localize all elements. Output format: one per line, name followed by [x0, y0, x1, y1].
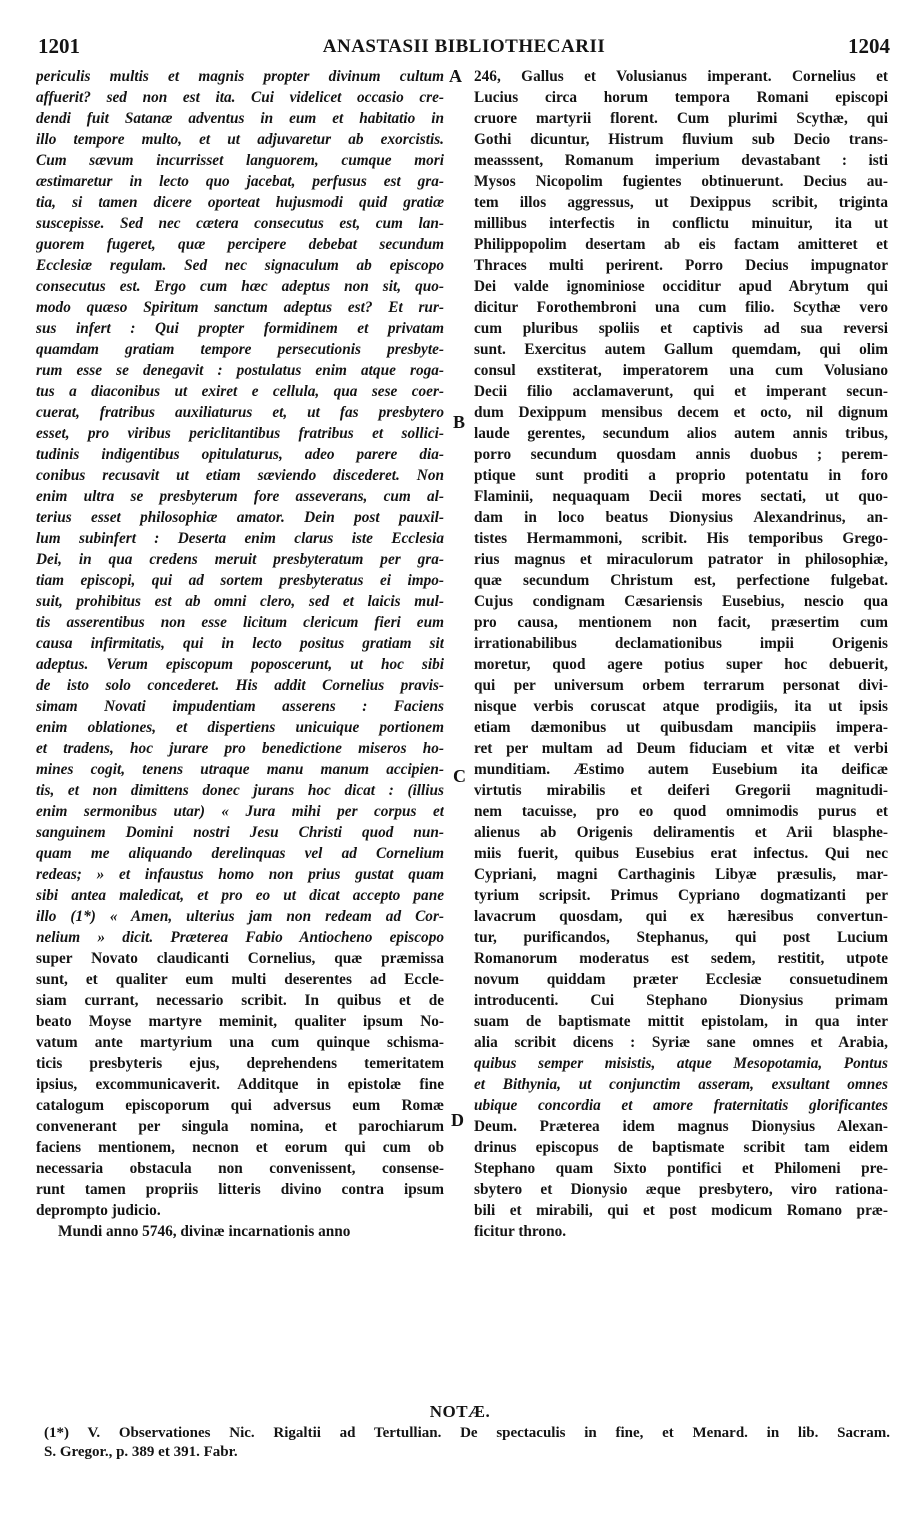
text-line: measssent, Romanum imperium devastabant : isti [474, 152, 888, 169]
text-line: tyrium scripsit. Primus Cypriano dogmatizanti per [474, 887, 888, 904]
margin-marker-b: B [453, 412, 466, 432]
text-line: æstimaretur in lecto quo jacebat, perfusus est gra- [36, 173, 444, 190]
text-line: qui per universum orbem terrarum personat divi- [474, 677, 888, 694]
text-line: quibus semper misistis, atque Mesopotamia, Pontus [474, 1055, 888, 1072]
text-line: Cum sævum incurrisset languorem, cumque mori [36, 152, 444, 169]
text-line: Romanorum moderatus est sedem, restitit, utpote [474, 950, 888, 967]
text-line: enim ultra se presbyterum fore asseverans, cum al- [36, 488, 444, 505]
text-line: cruore martyrii florent. Cum plurimi Scythæ, qui [474, 110, 888, 127]
page-number-left: 1201 [38, 34, 80, 58]
text-line: suam de baptismate mittit epistolam, in qua inter [474, 1013, 888, 1030]
text-line: drinus episcopus de baptismate scribit tam eidem [474, 1139, 888, 1156]
text-line: tiam episcopi, qui ad sortem presbyteratus ei impo- [36, 572, 444, 589]
page-number-right: 1204 [848, 34, 890, 58]
text-line: faciens mentionem, necnon et eorum qui cum ob [36, 1139, 444, 1156]
text-line: cuerat, fratribus auxiliaturus et, ut fas presbytero [36, 404, 444, 421]
text-line: enim sermonibus utar) « Jura mihi per corpus et [36, 803, 444, 820]
text-line: illo (1*) « Amen, ulterius jam non redeam ad Cor- [36, 908, 444, 925]
footnote-line: S. Gregor., p. 389 et 391. Fabr. [44, 1444, 238, 1460]
text-line: miis fuerit, quibus Eusebius erat infectus. Qui nec [474, 845, 888, 862]
text-line: dam in loco beatus Dionysius Alexandrinus, an- [474, 509, 888, 526]
text-line: simam Novati impudentiam asserens : Faciens [36, 698, 444, 715]
text-line: alia scribit dicens : Syriæ sane omnes et Arabia, [474, 1034, 888, 1051]
text-line: ficitur throno. [474, 1223, 567, 1240]
text-line: dendi fuit Satanæ adventus in eum et habitatio in [36, 110, 444, 127]
text-line: tistes Hermammoni, scribit. His temporibus Grego- [474, 530, 888, 547]
text-line: terius esset philosophiæ amator. Dein post pauxil- [36, 509, 444, 526]
text-line: tur, purificandos, Stephanus, qui post Lucium [474, 929, 888, 946]
text-line: tus a diaconibus ut exiret e cellula, qua sese coer- [36, 383, 444, 400]
text-line: dicitur Forothembroni una cum filio. Scythæ vero [474, 299, 888, 316]
text-line: Lucius circa horum tempora Romani episcopi [474, 89, 888, 106]
footnotes [44, 1424, 890, 1462]
text-line: causa infirmitatis, qui in lecto positus gratiam sit [36, 635, 444, 652]
text-line: lum subinfert : Deserta enim clarus iste Ecclesia [36, 530, 444, 547]
text-line: rius magnus et miraculorum patrator in philosophiæ, [474, 551, 888, 568]
text-line: suscepisse. Sed nec cætera consecutus est, cum lan- [36, 215, 444, 232]
text-line: Cujus condignam Cæsariensis Eusebius, nescio qua [474, 593, 888, 610]
text-line: tis, et non dimittens donec jurans hoc dicat : (illius [36, 782, 444, 799]
text-line: 246, Gallus et Volusianus imperant. Cornelius et [474, 68, 888, 85]
text-line: porro secundum quosdam annis duobus ; perem- [474, 446, 888, 463]
left-column [36, 66, 444, 1242]
text-line: nem tacuisse, pro eo quod omnimodis purus et [474, 803, 888, 820]
text-line: virtutis mirabilis et deiferi Gregorii magnitudi- [474, 782, 888, 799]
text-line: affuerit? sed non est ita. Cui videlicet occasio cre- [36, 89, 444, 106]
text-line: et Bithynia, ut conjunctim asseram, exsultant omnes [474, 1076, 888, 1093]
text-line: periculis multis et magnis propter divinum cultum [36, 68, 444, 85]
text-line: tudinis indigentibus opitulaturus, adeo parere dia- [36, 446, 444, 463]
text-line: laude gerentes, secundum alios autem annis tribus, [474, 425, 888, 442]
text-line: Dei valde ignominiose occiditur apud Abrytum qui [474, 278, 888, 295]
text-line: ipsius, excommunicaverit. Additque in epistolæ fine [36, 1076, 444, 1093]
text-line: consecutus est. Ergo cum hæc adeptus non sit, quo- [36, 278, 444, 295]
text-line: introducenti. Cui Stephano Dionysius primam [474, 992, 888, 1009]
text-line: sanguinem Domini nostri Jesu Christi quod nun- [36, 824, 444, 841]
text-line: Mysos Nicopolim fugientes obtinuerunt. Decius au- [474, 173, 888, 190]
footnote-line: (1*) V. Observationes Nic. Rigaltii ad Tertullian. De spectaculis in fine, et Menard. in lib. Sacram. [44, 1425, 890, 1441]
text-line: sbytero et Dionysio æque presbytero, viro rationa- [474, 1181, 888, 1198]
text-line: siam currant, necessario scribit. In quibus et de [36, 992, 444, 1009]
text-line: Cypriani, magni Carthaginis Libyæ præsulis, mar- [474, 866, 888, 883]
text-line: lavacrum quosdam, qui ex hæresibus convertun- [474, 908, 888, 925]
text-line: illo tempore multo, et ut adjuvaretur ab exorcistis. [36, 131, 444, 148]
text-line: millibus interfectis in conflictu minuitur, ita ut [474, 215, 888, 232]
text-line: Mundi anno 5746, divinæ incarnationis anno [58, 1223, 351, 1240]
margin-marker-a: A [449, 66, 462, 86]
text-line: nisque verbis coruscat atque prodigiis, ita ut ipsis [474, 698, 888, 715]
margin-marker-d: D [451, 1110, 464, 1130]
text-line: munditiam. Æstimo autem Eusebium ita deificæ [474, 761, 888, 778]
text-line: mines cogit, tenens utraque manu manum accipien- [36, 761, 444, 778]
text-line: sibi antea maledicat, et pro eo ut dicat accepto pane [36, 887, 444, 904]
text-line: tem illos aggressus, ut Dexippus scribit, triginta [474, 194, 888, 211]
text-line: conibus recusavit ut etiam sæviendo discederet. Non [36, 467, 444, 484]
text-line: deprompto judicio. [36, 1202, 161, 1219]
margin-marker-c: C [453, 766, 466, 786]
text-line: alienus ab Origenis deliramentis et Arii blasphe- [474, 824, 888, 841]
text-line: vatum ante martyrium una cum quinque schisma- [36, 1034, 444, 1051]
text-line: consul exstiterat, imperatorem una cum Volusiano [474, 362, 888, 379]
right-column [474, 66, 888, 1242]
text-line: ubique concordia et amore fraternitatis glorificantes [474, 1097, 888, 1114]
page-header [38, 34, 890, 64]
text-line: irrationabilibus declamationibus impii Origenis [474, 635, 888, 652]
text-line: necessaria obstacula non convenissent, consense- [36, 1160, 444, 1177]
text-line: ptique sunt proditi a proprio potentatu in foro [474, 467, 888, 484]
text-line: runt tamen propriis litteris divino contra ipsum [36, 1181, 444, 1198]
notes-title: NOTÆ. [429, 1402, 491, 1421]
text-line: super Novato claudicanti Cornelius, quæ præmissa [36, 950, 444, 967]
text-line: Thraces multi perirent. Porro Decius impugnator [474, 257, 888, 274]
text-line: nelium » dicit. Præterea Fabio Antiocheno episcopo [36, 929, 444, 946]
text-line: quamdam gratiam tempore persecutionis presbyte- [36, 341, 444, 358]
text-line: Dei, in qua credens meruit presbyteratum per gra- [36, 551, 444, 568]
text-line: beato Moyse martyre meminit, qualiter ipsum No- [36, 1013, 444, 1030]
text-line: tia, si tamen dicere oporteat hujusmodi quid gratiæ [36, 194, 444, 211]
text-line: pro causa, mentionem non facit, præsertim cum [474, 614, 888, 631]
text-line: Stephano quam Sixto pontifici et Philomeni pre- [474, 1160, 888, 1177]
text-line: sus infert : Qui propter formidinem et privatam [36, 320, 444, 337]
text-line: ret per multam ad Deum fiduciam et vitæ et verbi [474, 740, 888, 757]
text-line: bili et mirabili, qui et post modicum Romano præ- [474, 1202, 888, 1219]
text-line: catalogum episcoporum qui adversus eum Romæ [36, 1097, 444, 1114]
text-line: sunt. Exercitus autem Gallum quemdam, qui olim [474, 341, 888, 358]
text-line: Gothi dicuntur, Histrum fluvium sub Decio trans- [474, 131, 888, 148]
text-line: quæ secundum Christum est, perfectione fulgebat. [474, 572, 888, 589]
text-line: dum Dexippum mensibus decem et octo, nil dignum [474, 404, 888, 421]
text-line: Deum. Præterea idem magnus Dionysius Alexan- [474, 1118, 888, 1135]
text-line: Philippopolim desertam ab eis factam amitteret et [474, 236, 888, 253]
text-line: modo quæso Spiritum sanctum adeptus est? Et rur- [36, 299, 444, 316]
text-line: Ecclesiæ regulam. Sed nec signaculum ab episcopo [36, 257, 444, 274]
text-line: enim oblationes, et dispertiens unicuique portionem [36, 719, 444, 736]
text-line: novum quiddam præter Ecclesiæ consuetudinem [474, 971, 888, 988]
text-line: rum esse se denegavit : postulatus enim atque roga- [36, 362, 444, 379]
text-line: suit, prohibitus est ab omni clero, sed et laicis mul- [36, 593, 444, 610]
text-line: convenerant per singula nomina, et parochiarum [36, 1118, 444, 1135]
text-line: esset, pro viribus periclitantibus fratribus et sollici- [36, 425, 444, 442]
text-line: cum pluribus spoliis et captivis ad sua reversi [474, 320, 888, 337]
text-line: tis asserentibus non esse licitum clericum fieri eum [36, 614, 444, 631]
running-title: ANASTASII BIBLIOTHECARII [322, 36, 606, 57]
text-line: sunt, et qualiter eum multi deserentes ad Eccle- [36, 971, 444, 988]
text-line: quam me aliquando derelinquas vel ad Cornelium [36, 845, 444, 862]
text-line: redeas; » et infaustus homo non prius gustat quam [36, 866, 444, 883]
text-line: adeptus. Verum episcopum poposcerunt, ut hoc sibi [36, 656, 444, 673]
text-line: et tradens, hoc jurare pro benedictione miseros ho- [36, 740, 444, 757]
text-line: Flaminii, nequaquam Decii mores sectati, ut quo- [474, 488, 888, 505]
text-line: Decii filio acclamaverunt, qui et imperant secun- [474, 383, 888, 400]
text-line: etiam dæmonibus ut quibusdam mancipiis impera- [474, 719, 888, 736]
text-line: ticis presbyteris ejus, deprehendens temeritatem [36, 1055, 444, 1072]
text-line: moretur, quod agere potius super hoc debuerit, [474, 656, 888, 673]
text-line: de isto solo concederet. His addit Cornelius pravis- [36, 677, 444, 694]
text-line: guorem fugeret, quæ percipere debebat secundum [36, 236, 444, 253]
